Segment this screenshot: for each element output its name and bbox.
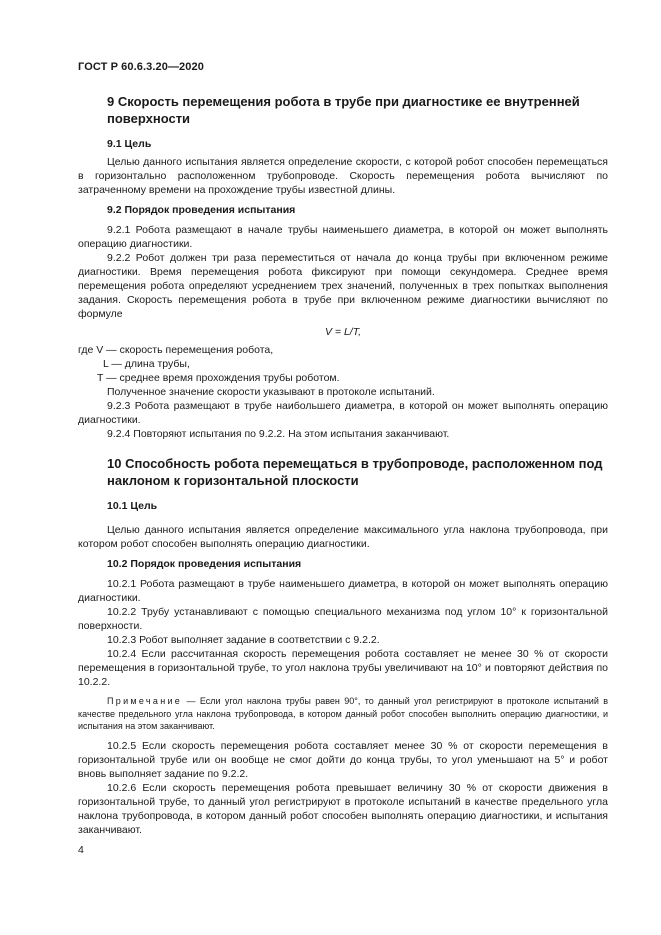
section-9-1-text: Целью данного испытания является определение скорости, с которой робот способен перемещаться в горизонтально расположенном трубопроводе. Скорость перемещения робота вычисляют по затраченному времени на прохождение трубы известной длины. xyxy=(78,156,608,196)
speed-formula: V = L/T, xyxy=(325,326,362,338)
section-10-1-title: 10.1 Цель xyxy=(107,500,158,512)
formula-where-t: T — среднее время прохождения трубы роботом. xyxy=(97,372,340,384)
paragraph-10-2-1: 10.2.1 Робота размещают в трубе наименьшего диаметра, в которой он может выполнять операцию диагностики. xyxy=(78,578,608,604)
section-9-1-title: 9.1 Цель xyxy=(107,138,152,150)
section-9-title: 9 Скорость перемещения робота в трубе при диагностике ее внутренней поверхности xyxy=(107,94,580,126)
paragraph-10-2-4: 10.2.4 Если рассчитанная скорость перемещения робота составляет не менее 30 % от скорости перемещения в горизонтальной трубе, то угол наклона трубы увеличивают на 10° и повторяют действия по 10.2.2. xyxy=(78,648,608,688)
formula-where-v: где V — скорость перемещения робота, xyxy=(78,344,274,356)
paragraph-10-2-5: 10.2.5 Если скорость перемещения робота составляет менее 30 % от скорости перемещения в горизонтальной трубе или он вообще не смог дойти до конца трубы, то угол уменьшают на 5° и робот вновь выполняет задание по 9.2.2. xyxy=(78,739,608,780)
page-number: 4 xyxy=(78,844,84,856)
paragraph-9-2-1: 9.2.1 Робота размещают в начале трубы наименьшего диаметра, в которой он может выполнять операцию диагностики. xyxy=(78,224,608,250)
paragraph-10-2-6: 10.2.6 Если скорость перемещения робота превышает величину 30 % от скорости движения в горизонтальной трубе, то данный угол регистрируют в протоколе испытаний в качестве предельного угла наклона трубопровода, в котором данный робот способен выполнять операцию диагностики, и испытания заканчивают. xyxy=(78,781,608,836)
section-10-title: 10 Способность робота перемещаться в трубопроводе, расположенном под наклоном к горизонтальной плоскости xyxy=(107,456,603,488)
note-text: — Если угол наклона трубы равен 90°, то данный угол регистрируют в протоколе испытаний в качестве предельного угла наклона трубопровода, в котором данный робот способен выполнить операцию диагностики, и испытания на этом заканчивают. xyxy=(78,696,608,731)
paragraph-9-2-3: 9.2.3 Робота размещают в трубе наибольшего диаметра, в которой он может выполнять операцию диагностики. xyxy=(78,400,608,426)
paragraph-10-2-2: 10.2.2 Трубу устанавливают с помощью специального механизма под углом 10° к горизонтальной поверхности. xyxy=(78,606,608,632)
standard-header: ГОСТ Р 60.6.3.20—2020 xyxy=(78,61,204,73)
note-paragraph xyxy=(78,695,608,733)
formula-where-l: L — длина трубы, xyxy=(103,358,190,370)
paragraph-10-2-3: 10.2.3 Робот выполняет задание в соответствии с 9.2.2. xyxy=(107,634,380,646)
page-content xyxy=(78,93,608,837)
paragraph-9-2-4: 9.2.4 Повторяют испытания по 9.2.2. На этом испытания заканчивают. xyxy=(107,428,450,440)
result-statement: Полученное значение скорости указывают в протоколе испытаний. xyxy=(107,386,435,398)
section-9-2-title: 9.2 Порядок проведения испытания xyxy=(107,204,296,216)
paragraph-9-2-2: 9.2.2 Робот должен три раза переместиться от начала до конца трубы при включенном режиме диагностики. Время перемещения робота фиксируют при помощи секундомера. Среднее время перемещения робота определяют усреднением трех значений, полученных в трех попытках выполнения задания. Скорость перемещения робота в трубе при включенном режиме диагностики вычисляют по формуле xyxy=(78,252,608,320)
section-10-2-title: 10.2 Порядок проведения испытания xyxy=(107,558,302,570)
section-10-1-text: Целью данного испытания является определение максимального угла наклона трубопровода, при котором робот способен выполнять операцию диагностики. xyxy=(78,524,608,550)
note-label: Примечание xyxy=(107,696,183,706)
